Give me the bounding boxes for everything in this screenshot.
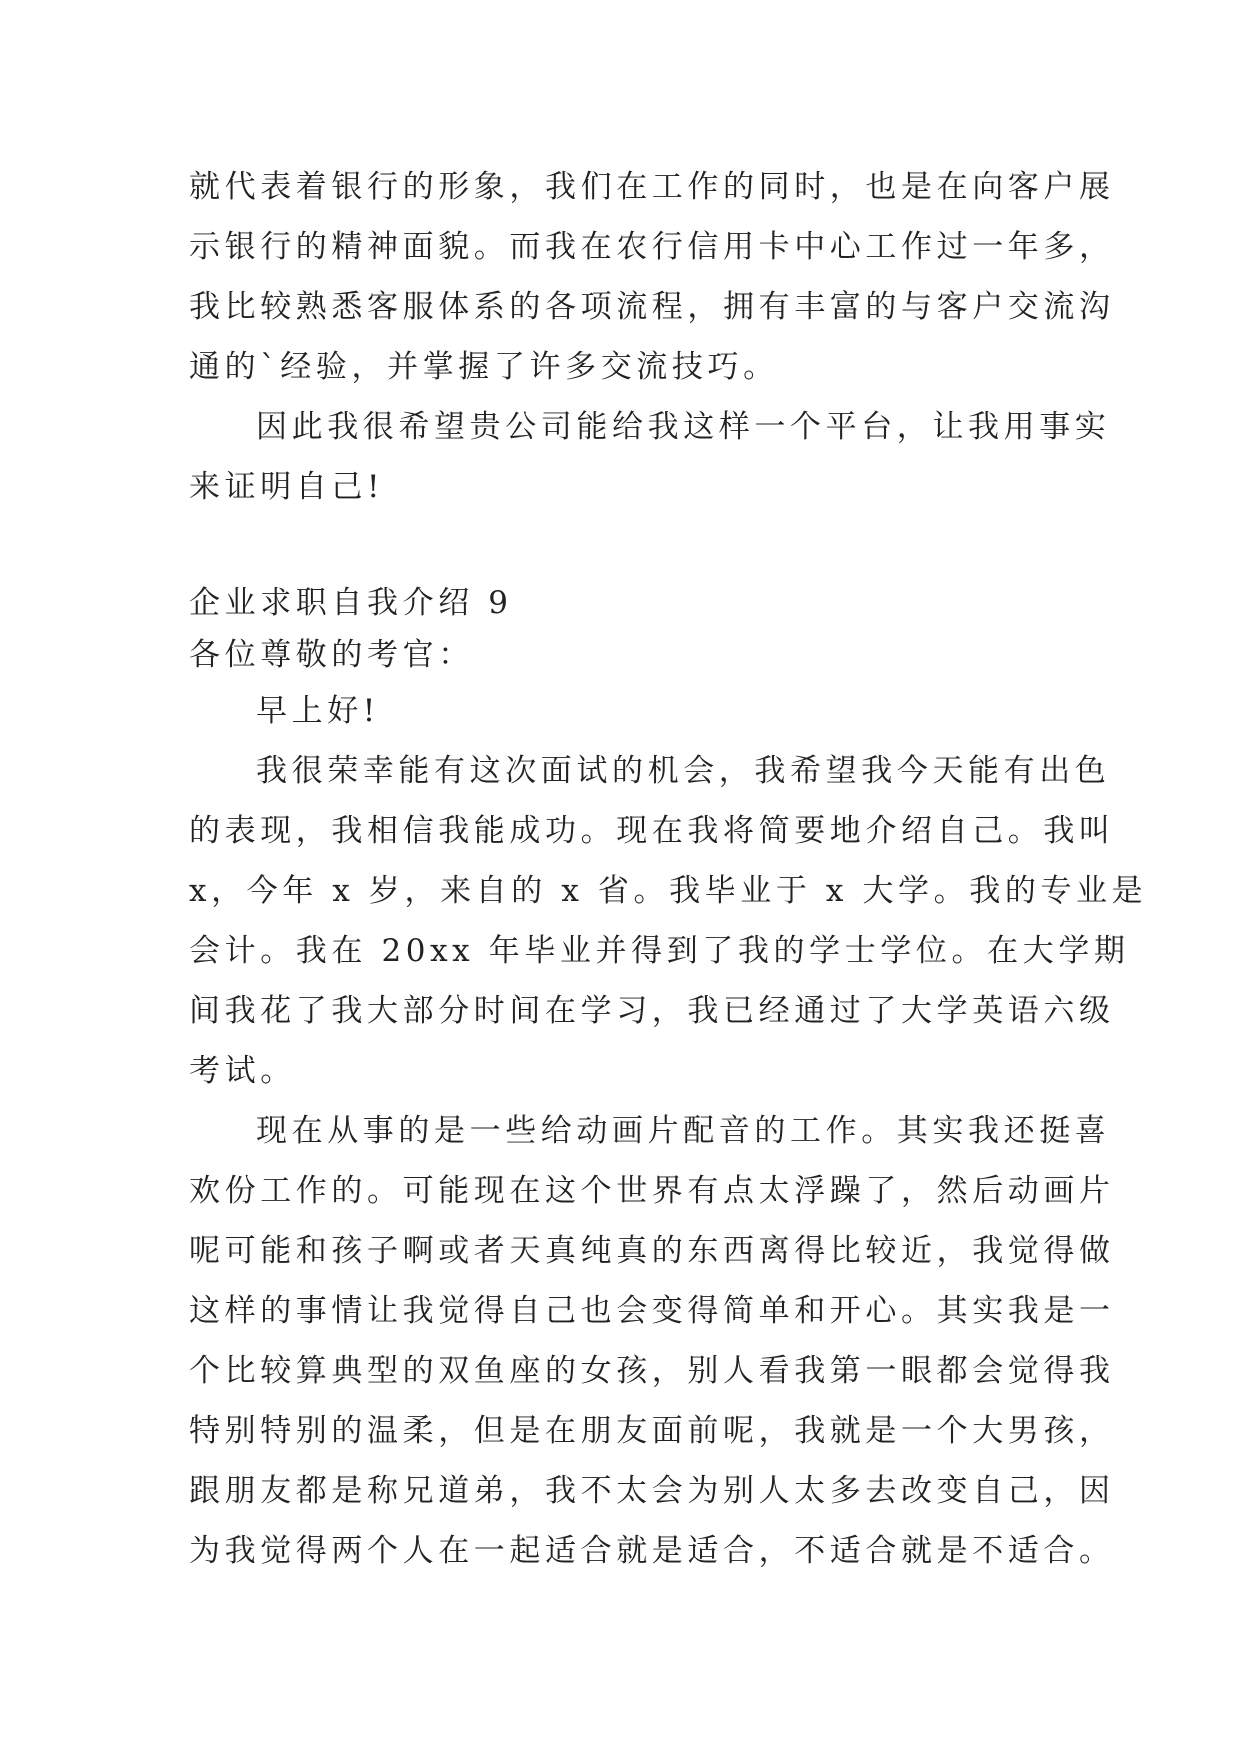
text-line: 就代表着银行的形象，我们在工作的同时，也是在向客户展 <box>189 169 1115 205</box>
text-line: 间我花了我大部分时间在学习，我已经通过了大学英语六级 <box>189 993 1115 1029</box>
paragraph-bank-image <box>189 157 1115 397</box>
paragraph-closing <box>189 397 1111 517</box>
text-line: 因此我很希望贵公司能给我这样一个平台，让我用事实 <box>256 409 1111 445</box>
document-body <box>189 157 1148 1581</box>
salutation: 各位尊敬的考官： <box>189 637 474 673</box>
text-line: 这样的事情让我觉得自己也会变得简单和开心。其实我是一 <box>189 1293 1115 1329</box>
blank-line <box>189 517 1089 577</box>
text-line: 我很荣幸能有这次面试的机会，我希望我今天能有出色 <box>256 753 1111 789</box>
text-line: 考试。 <box>189 1053 296 1089</box>
text-line: 现在从事的是一些给动画片配音的工作。其实我还挺喜 <box>256 1113 1111 1149</box>
section-title: 企业求职自我介绍 9 <box>189 585 513 621</box>
greeting: 早上好! <box>256 693 380 729</box>
text-line: x，今年 x 岁，来自的 x 省。我毕业于 x 大学。我的专业是 <box>189 873 1148 909</box>
text-line: 个比较算典型的双鱼座的女孩，别人看我第一眼都会觉得我 <box>189 1353 1115 1389</box>
text-line: 为我觉得两个人在一起适合就是适合，不适合就是不适合。 <box>189 1533 1115 1569</box>
paragraph-self-intro <box>189 741 1148 1101</box>
text-line: 示银行的精神面貌。而我在农行信用卡中心工作过一年多， <box>189 229 1115 265</box>
text-line: 来证明自己! <box>189 469 385 505</box>
text-line: 我比较熟悉客服体系的各项流程，拥有丰富的与客户交流沟 <box>189 289 1115 325</box>
text-line: 呢可能和孩子啊或者天真纯真的东西离得比较近，我觉得做 <box>189 1233 1115 1269</box>
paragraph-current-work <box>189 1101 1115 1581</box>
text-line: 欢份工作的。可能现在这个世界有点太浮躁了，然后动画片 <box>189 1173 1115 1209</box>
text-line: 跟朋友都是称兄道弟，我不太会为别人太多去改变自己，因 <box>189 1473 1115 1509</box>
text-line: 特别特别的温柔，但是在朋友面前呢，我就是一个大男孩， <box>189 1413 1115 1449</box>
text-line: 的表现，我相信我能成功。现在我将简要地介绍自己。我叫 <box>189 813 1115 849</box>
text-line: 通的`经验，并掌握了许多交流技巧。 <box>189 349 779 385</box>
text-line: 会计。我在 20xx 年毕业并得到了我的学士学位。在大学期 <box>189 933 1130 969</box>
